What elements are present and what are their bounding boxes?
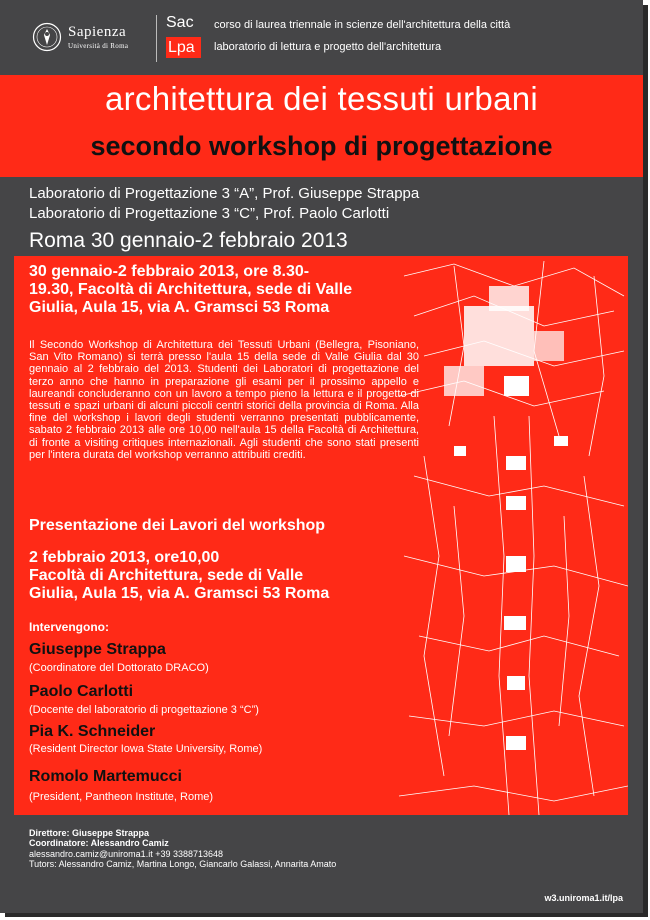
- poster-shadow-bottom: [5, 913, 648, 917]
- event-heading-line-2: 19.30, Facoltà di Architettura, sede di Valle: [29, 281, 353, 298]
- university-seal-icon: [32, 22, 62, 52]
- speaker-name: Giuseppe Strappa: [29, 641, 166, 658]
- university-name: Sapienza: [68, 24, 127, 40]
- speaker-name: Romolo Martemucci: [29, 768, 182, 785]
- lab-a-line: Laboratorio di Progettazione 3 “A”, Prof. Giuseppe Strappa: [29, 185, 420, 202]
- lab-line: laboratorio di lettura e progetto dell'architettura: [214, 41, 442, 53]
- presentation-venue-2: Giulia, Aula 15, via A. Gramsci 53 Roma: [29, 585, 330, 602]
- footer-tutors: Tutors: Alessandro Camiz, Martina Longo, Giancarlo Galassi, Annarita Amato: [29, 859, 337, 869]
- speaker-role: (President, Pantheon Institute, Rome): [29, 791, 214, 803]
- speaker-role: (Coordinatore del Dottorato DRACO): [29, 662, 209, 674]
- content-panel: [14, 256, 628, 815]
- urban-map-icon: [394, 256, 628, 815]
- speaker-role: (Resident Director Iowa State University, Rome): [29, 743, 263, 755]
- course-line: corso di laurea triennale in scienze dell'architettura della città: [214, 19, 511, 31]
- footer-url[interactable]: w3.uniroma1.it/lpa: [544, 893, 623, 903]
- speaker-role: (Docente del laboratorio di progettazione 3 “C”): [29, 704, 259, 716]
- poster-shadow-right: [643, 5, 648, 916]
- footer-coordinator: Coordinatore: Alessandro Camiz: [29, 838, 169, 848]
- footer-director: Direttore: Giuseppe Strappa: [29, 828, 150, 838]
- footer-contact: alessandro.camiz@uniroma1.it +39 3388713648: [29, 849, 224, 859]
- lab-c-line: Laboratorio di Progettazione 3 “C”, Prof. Paolo Carlotti: [29, 205, 390, 222]
- dates-line: Roma 30 gennaio-2 febbraio 2013: [29, 229, 348, 252]
- speaker-name: Pia K. Schneider: [29, 723, 156, 740]
- event-description: Il Secondo Workshop di Architettura dei Tessuti Urbani (Bellegra, Pisoniano, San Vito Romano) si terrà presso l'aula 15 della sede di Valle Giulia dal 30 gennaio al 2 febbraio del 2013. Studenti dei Laboratori di progettazione del terzo anno che hanno in preparazione gli esami per il prossimo appello e laureandi concluderanno con un lavoro a tempo pieno la lettura e il progetto di tessuti e spazi urbani di alcuni piccoli centri storici della provincia di Roma. Alla fine del workshop i lavori degli studenti verranno presentati pubblicamente, sabato 2 febbraio 2013 alle ore 10,00 nell'aula 15 della Facoltà di Architettura, di fronte a visiting critiques internazionali. Agli studenti che sono stati presenti per l'intera durata del workshop verranno attribuiti crediti.: [29, 339, 419, 461]
- presentation-title: Presentazione dei Lavori del workshop: [29, 517, 326, 534]
- event-heading-line-3: Giulia, Aula 15, via A. Gramsci 53 Roma: [29, 299, 330, 316]
- university-subtitle: Università di Roma: [68, 42, 129, 50]
- presentation-venue-1: Facoltà di Architettura, sede di Valle: [29, 567, 304, 584]
- presentation-date: 2 febbraio 2013, ore10,00: [29, 549, 220, 566]
- speaker-name: Paolo Carlotti: [29, 683, 134, 700]
- poster-title: architettura dei tessuti urbani: [104, 80, 539, 117]
- event-heading-line-1: 30 gennaio-2 febbraio 2013, ore 8.30-: [29, 263, 310, 280]
- header-divider: [156, 15, 157, 62]
- poster-subtitle: secondo workshop di progettazione: [90, 131, 553, 161]
- logo-lpa: Lpa: [166, 37, 201, 58]
- speakers-label: Intervengono:: [29, 620, 109, 634]
- logo-sac: Sac: [166, 14, 194, 31]
